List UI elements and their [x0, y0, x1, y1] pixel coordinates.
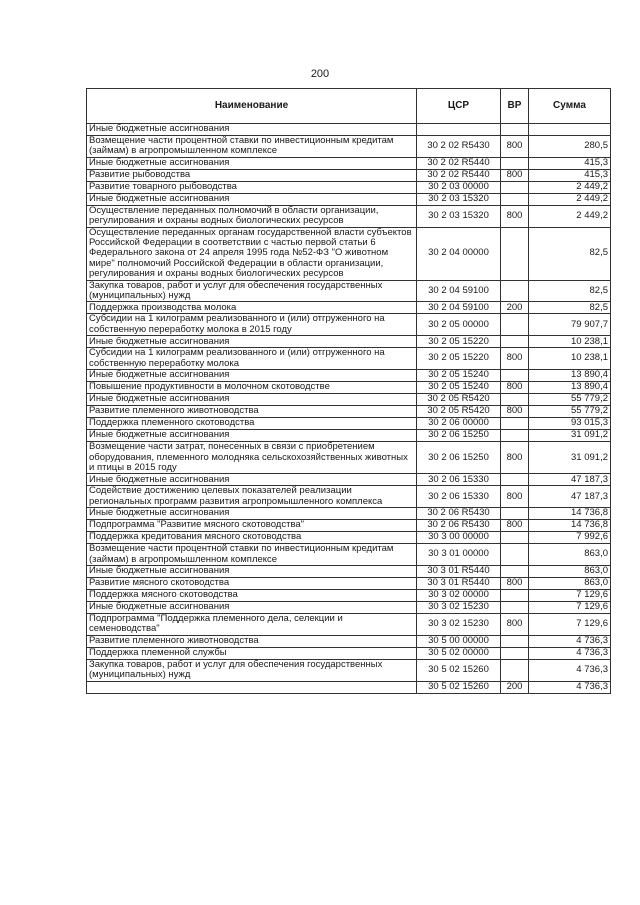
table-row [87, 508, 611, 520]
table-row [87, 227, 611, 280]
cell-sum: 863,0 [529, 577, 611, 589]
cell-sum: 415,3 [529, 169, 611, 181]
cell-sum: 79 907,7 [529, 314, 611, 336]
cell-vr [501, 430, 529, 442]
cell-name: Поддержка племенной службы [87, 647, 417, 659]
cell-name: Иные бюджетные ассигнования [87, 124, 417, 136]
cell-name: Поддержка мясного скотоводства [87, 589, 417, 601]
cell-vr [501, 532, 529, 544]
cell-csr: 30 2 06 15330 [417, 474, 501, 486]
table-row [87, 635, 611, 647]
cell-csr: 30 2 06 15250 [417, 430, 501, 442]
cell-name: Закупка товаров, работ и услуг для обеспечения государственных (муниципальных) нужд [87, 659, 417, 681]
table-row [87, 430, 611, 442]
table-row [87, 280, 611, 302]
cell-name: Поддержка производства молока [87, 302, 417, 314]
cell-csr: 30 5 02 15260 [417, 681, 501, 693]
cell-vr: 800 [501, 520, 529, 532]
cell-vr [501, 544, 529, 566]
cell-csr: 30 3 02 15230 [417, 601, 501, 613]
cell-sum: 14 736,8 [529, 508, 611, 520]
cell-vr [501, 280, 529, 302]
cell-sum: 13 890,4 [529, 382, 611, 394]
cell-vr [501, 647, 529, 659]
cell-csr: 30 2 05 15220 [417, 348, 501, 370]
cell-name: Развитие рыбоводства [87, 169, 417, 181]
cell-sum: 82,5 [529, 302, 611, 314]
table-row [87, 205, 611, 227]
cell-vr: 800 [501, 382, 529, 394]
cell-csr: 30 2 05 00000 [417, 314, 501, 336]
table-row [87, 124, 611, 136]
cell-csr: 30 2 04 59100 [417, 280, 501, 302]
cell-csr: 30 3 02 00000 [417, 589, 501, 601]
header-csr: ЦСР [417, 89, 501, 124]
cell-sum: 10 238,1 [529, 348, 611, 370]
cell-vr: 800 [501, 442, 529, 474]
cell-sum: 7 129,6 [529, 613, 611, 635]
header-vr: ВР [501, 89, 529, 124]
cell-sum: 2 449,2 [529, 181, 611, 193]
table-row [87, 486, 611, 508]
table-row [87, 314, 611, 336]
table-row [87, 169, 611, 181]
cell-vr [501, 589, 529, 601]
cell-vr: 800 [501, 169, 529, 181]
cell-vr [501, 394, 529, 406]
table-row [87, 544, 611, 566]
cell-vr [501, 193, 529, 205]
table-row [87, 613, 611, 635]
cell-name: Подпрограмма "Развитие мясного скотоводства" [87, 520, 417, 532]
table-row [87, 193, 611, 205]
cell-vr [501, 508, 529, 520]
table-row [87, 181, 611, 193]
cell-sum: 4 736,3 [529, 647, 611, 659]
cell-vr [501, 336, 529, 348]
cell-csr: 30 2 03 15320 [417, 193, 501, 205]
budget-table [86, 88, 611, 694]
cell-vr [501, 418, 529, 430]
cell-vr: 800 [501, 136, 529, 158]
cell-vr [501, 124, 529, 136]
cell-csr: 30 2 02 R5440 [417, 169, 501, 181]
cell-csr: 30 2 05 15220 [417, 336, 501, 348]
cell-sum: 280,5 [529, 136, 611, 158]
cell-sum: 47 187,3 [529, 474, 611, 486]
cell-csr: 30 2 05 15240 [417, 370, 501, 382]
table-row [87, 136, 611, 158]
cell-vr [501, 659, 529, 681]
cell-name: Подпрограмма "Поддержка племенного дела, селекции и семеноводства" [87, 613, 417, 635]
cell-name: Иные бюджетные ассигнования [87, 474, 417, 486]
cell-sum: 13 890,4 [529, 370, 611, 382]
cell-csr [417, 124, 501, 136]
cell-name: Развитие мясного скотоводства [87, 577, 417, 589]
table-row [87, 681, 611, 693]
cell-vr: 800 [501, 348, 529, 370]
cell-name: Развитие племенного животноводства [87, 406, 417, 418]
cell-name: Осуществление переданных полномочий в области организации, регулирования и охраны водных биологических ресурсов [87, 205, 417, 227]
cell-sum: 863,0 [529, 565, 611, 577]
cell-vr [501, 227, 529, 280]
cell-name: Развитие товарного рыбоводства [87, 181, 417, 193]
cell-name [87, 681, 417, 693]
cell-name: Иные бюджетные ассигнования [87, 370, 417, 382]
cell-name: Поддержка племенного скотоводства [87, 418, 417, 430]
cell-csr: 30 3 02 15230 [417, 613, 501, 635]
cell-vr: 800 [501, 406, 529, 418]
cell-name: Иные бюджетные ассигнования [87, 430, 417, 442]
cell-sum: 31 091,2 [529, 430, 611, 442]
cell-name: Закупка товаров, работ и услуг для обеспечения государственных (муниципальных) нужд [87, 280, 417, 302]
cell-vr [501, 314, 529, 336]
header-sum: Сумма [529, 89, 611, 124]
cell-sum: 7 992,6 [529, 532, 611, 544]
cell-csr: 30 2 06 00000 [417, 418, 501, 430]
cell-csr: 30 5 00 00000 [417, 635, 501, 647]
cell-name: Иные бюджетные ассигнования [87, 601, 417, 613]
table-row [87, 382, 611, 394]
cell-sum: 10 238,1 [529, 336, 611, 348]
cell-csr: 30 2 04 59100 [417, 302, 501, 314]
cell-name: Субсидии на 1 килограмм реализованного и (или) отгруженного на собственную переработку молока [87, 348, 417, 370]
cell-sum: 415,3 [529, 157, 611, 169]
cell-csr: 30 2 06 15250 [417, 442, 501, 474]
table-row [87, 157, 611, 169]
cell-csr: 30 2 06 15330 [417, 486, 501, 508]
cell-sum: 14 736,8 [529, 520, 611, 532]
table-header-row [87, 89, 611, 124]
page-number: 200 [310, 68, 330, 80]
cell-name: Возмещение части процентной ставки по инвестиционным кредитам (займам) в агропромышленном комплексе [87, 136, 417, 158]
cell-name: Иные бюджетные ассигнования [87, 193, 417, 205]
cell-vr: 800 [501, 577, 529, 589]
cell-sum: 55 779,2 [529, 406, 611, 418]
table-row [87, 348, 611, 370]
cell-vr [501, 635, 529, 647]
cell-vr [501, 565, 529, 577]
cell-csr: 30 2 02 R5430 [417, 136, 501, 158]
cell-name: Субсидии на 1 килограмм реализованного и (или) отгруженного на собственную переработку молока в 2015 году [87, 314, 417, 336]
cell-sum: 863,0 [529, 544, 611, 566]
cell-csr: 30 2 06 R5430 [417, 520, 501, 532]
cell-sum: 4 736,3 [529, 659, 611, 681]
cell-sum: 47 187,3 [529, 486, 611, 508]
table-row [87, 601, 611, 613]
cell-name: Иные бюджетные ассигнования [87, 508, 417, 520]
table-row [87, 442, 611, 474]
cell-sum: 7 129,6 [529, 589, 611, 601]
cell-name: Возмещение части затрат, понесенных в связи с приобретением оборудования, племенного молодняка сельскохозяйственных животных и птицы в 2015 году [87, 442, 417, 474]
table-row [87, 370, 611, 382]
cell-csr: 30 2 05 R5420 [417, 394, 501, 406]
cell-vr [501, 181, 529, 193]
cell-name: Осуществление переданных органам государственной власти субъектов Российской Федерации в соответствии с частью первой статьи 6 Федерального закона от 24 апреля 1995 года №52-ФЗ "О животном мире" полномочий Российской Федерации в области организации, регулирования и охраны водных биологических ресурсов [87, 227, 417, 280]
cell-vr [501, 157, 529, 169]
cell-sum: 82,5 [529, 227, 611, 280]
cell-name: Иные бюджетные ассигнования [87, 565, 417, 577]
cell-sum: 93 015,3 [529, 418, 611, 430]
cell-name: Возмещение части процентной ставки по инвестиционным кредитам (займам) в агропромышленном комплексе [87, 544, 417, 566]
cell-name: Повышение продуктивности в молочном скотоводстве [87, 382, 417, 394]
table-row [87, 532, 611, 544]
cell-vr [501, 474, 529, 486]
cell-sum: 4 736,3 [529, 635, 611, 647]
cell-name: Иные бюджетные ассигнования [87, 157, 417, 169]
cell-name: Развитие племенного животноводства [87, 635, 417, 647]
table-row [87, 589, 611, 601]
cell-sum: 82,5 [529, 280, 611, 302]
table-row [87, 302, 611, 314]
table-row [87, 406, 611, 418]
cell-csr: 30 2 04 00000 [417, 227, 501, 280]
cell-sum: 2 449,2 [529, 193, 611, 205]
header-name: Наименование [87, 89, 417, 124]
table-row [87, 474, 611, 486]
cell-vr: 200 [501, 681, 529, 693]
table-row [87, 418, 611, 430]
cell-sum: 55 779,2 [529, 394, 611, 406]
cell-csr: 30 2 06 R5430 [417, 508, 501, 520]
cell-csr: 30 2 05 15240 [417, 382, 501, 394]
cell-sum: 7 129,6 [529, 601, 611, 613]
table-row [87, 647, 611, 659]
table-row [87, 659, 611, 681]
cell-csr: 30 2 03 15320 [417, 205, 501, 227]
cell-vr: 800 [501, 205, 529, 227]
cell-csr: 30 2 02 R5440 [417, 157, 501, 169]
cell-vr: 800 [501, 486, 529, 508]
cell-sum [529, 124, 611, 136]
cell-vr: 800 [501, 613, 529, 635]
table-row [87, 336, 611, 348]
cell-sum: 4 736,3 [529, 681, 611, 693]
cell-name: Поддержка кредитования мясного скотоводства [87, 532, 417, 544]
cell-csr: 30 3 01 R5440 [417, 577, 501, 589]
cell-csr: 30 2 03 00000 [417, 181, 501, 193]
table-row [87, 577, 611, 589]
cell-vr [501, 370, 529, 382]
cell-csr: 30 2 05 R5420 [417, 406, 501, 418]
cell-sum: 31 091,2 [529, 442, 611, 474]
cell-vr [501, 601, 529, 613]
cell-csr: 30 5 02 15260 [417, 659, 501, 681]
cell-name: Иные бюджетные ассигнования [87, 394, 417, 406]
table-row [87, 520, 611, 532]
cell-csr: 30 5 02 00000 [417, 647, 501, 659]
cell-name: Иные бюджетные ассигнования [87, 336, 417, 348]
cell-csr: 30 3 01 00000 [417, 544, 501, 566]
cell-name: Содействие достижению целевых показателей реализации региональных программ развития агропромышленного комплекса [87, 486, 417, 508]
cell-vr: 200 [501, 302, 529, 314]
cell-sum: 2 449,2 [529, 205, 611, 227]
cell-csr: 30 3 00 00000 [417, 532, 501, 544]
cell-csr: 30 3 01 R5440 [417, 565, 501, 577]
table-row [87, 565, 611, 577]
table-row [87, 394, 611, 406]
